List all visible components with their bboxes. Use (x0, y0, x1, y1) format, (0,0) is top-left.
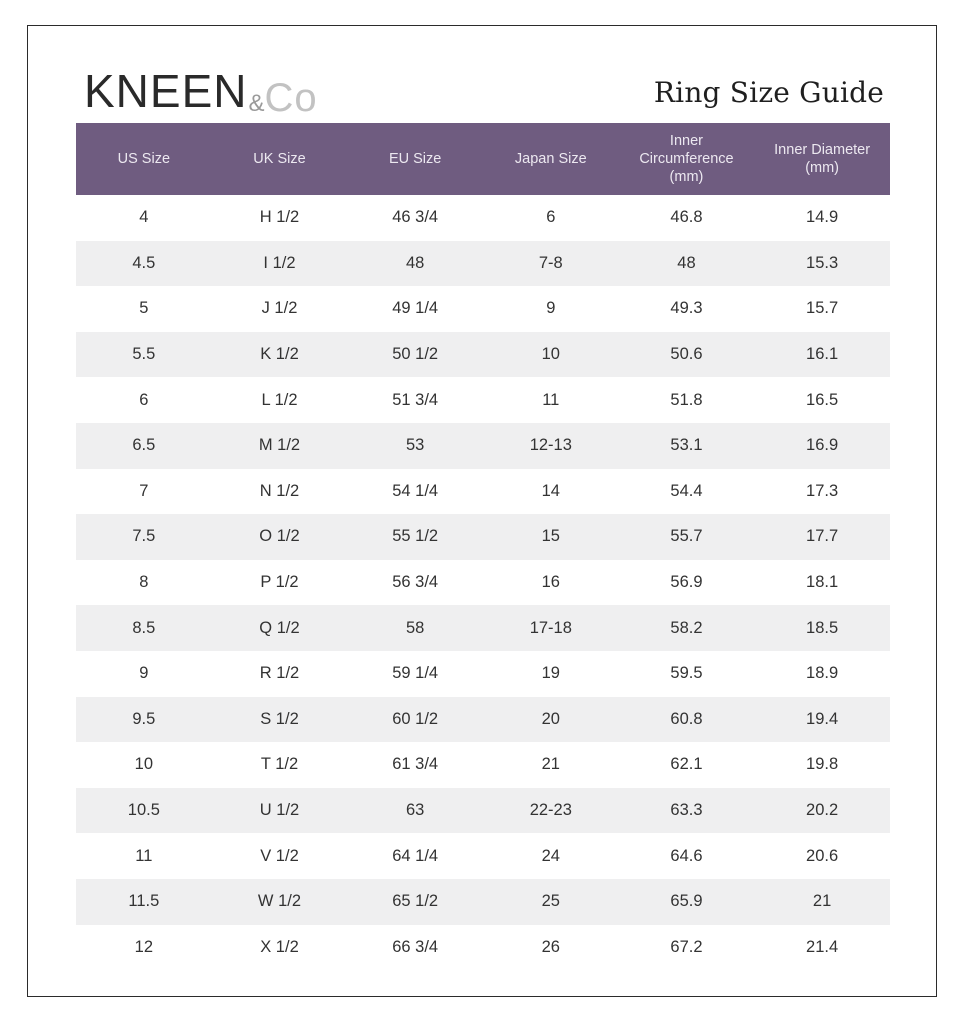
table-row (76, 560, 890, 606)
table-cell: 58.2 (670, 618, 703, 637)
table-cell: 65.9 (670, 892, 703, 911)
table-row (76, 788, 890, 834)
table-row (76, 742, 890, 788)
table-cell: 12 (134, 937, 153, 956)
table-row (76, 833, 890, 879)
table-cell: 26 (541, 937, 560, 956)
table-cell: 56 3/4 (392, 573, 439, 592)
table-cell: P 1/2 (260, 573, 299, 592)
page-title: Ring Size Guide (653, 76, 884, 109)
table-cell: 17.3 (806, 481, 839, 500)
table-cell: 11 (135, 846, 153, 865)
table-cell: 63.3 (670, 801, 703, 820)
table-cell: 15 (541, 527, 560, 546)
table-row (76, 651, 890, 697)
table-cell: 18.5 (806, 618, 839, 637)
table-cell: 10.5 (127, 801, 160, 820)
table-cell: 7.5 (132, 527, 156, 546)
table-cell: 48 (677, 253, 696, 272)
table-cell: 16.1 (806, 345, 839, 364)
table-cell: 5 (139, 299, 149, 318)
table-cell: 66 3/4 (392, 937, 439, 956)
table-cell: 6 (139, 390, 149, 409)
table-cell: 10 (541, 345, 560, 364)
table-cell: S 1/2 (260, 709, 299, 728)
table-cell: 19 (541, 664, 560, 683)
table-row (76, 514, 890, 560)
table-cell: 22-23 (529, 801, 572, 820)
table-cell: 59 1/4 (392, 664, 439, 683)
table-cell: N 1/2 (259, 481, 300, 500)
table-cell: 60 1/2 (392, 709, 439, 728)
table-cell: T 1/2 (260, 755, 299, 774)
column-header: EU Size (388, 151, 442, 167)
table-cell: 11 (542, 390, 560, 409)
table-row (76, 925, 890, 971)
table-cell: 61 3/4 (392, 755, 439, 774)
table-cell: 55.7 (670, 527, 703, 546)
table-cell: H 1/2 (259, 208, 300, 227)
table-cell: 17.7 (806, 527, 839, 546)
table-cell: K 1/2 (260, 345, 299, 364)
table-cell: 63 (405, 801, 425, 820)
table-row (76, 423, 890, 469)
table-cell: 49.3 (670, 299, 703, 318)
column-header: Inner Diameter (mm) (774, 142, 871, 176)
table-cell: 56.9 (670, 573, 703, 592)
table-cell: 21.4 (806, 937, 839, 956)
table-cell: U 1/2 (259, 801, 300, 820)
table-cell: 21 (812, 892, 832, 911)
table-row (76, 605, 890, 651)
table-cell: 50 1/2 (392, 345, 439, 364)
table-cell: 15.3 (806, 253, 839, 272)
table-cell: R 1/2 (259, 664, 300, 683)
table-cell: 24 (541, 846, 560, 865)
table-row (76, 469, 890, 515)
table-cell: 53 (405, 436, 425, 455)
table-row (76, 377, 890, 423)
table-cell: 20 (541, 709, 560, 728)
table-cell: 5.5 (132, 345, 156, 364)
table-cell: 19.4 (806, 709, 839, 728)
table-cell: Q 1/2 (259, 618, 300, 637)
table-cell: 65 1/2 (392, 892, 439, 911)
brand-ampersand: & (248, 90, 265, 117)
table-cell: 15.7 (806, 299, 839, 318)
table-cell: 54.4 (670, 481, 703, 500)
table-row (76, 286, 890, 332)
table-cell: 25 (541, 892, 560, 911)
table-cell: V 1/2 (260, 846, 299, 865)
table-cell: 14.9 (806, 208, 839, 227)
table-row (76, 241, 890, 287)
column-header: Japan Size (514, 151, 587, 167)
table-cell: L 1/2 (261, 390, 298, 409)
table-cell: 4 (139, 208, 149, 227)
table-row (76, 332, 890, 378)
table-body (76, 195, 890, 970)
brand-name: KNEEN (84, 65, 248, 117)
table-cell: W 1/2 (257, 892, 302, 911)
table-cell: 8.5 (132, 618, 156, 637)
table-cell: 16.5 (806, 390, 839, 409)
table-cell: 7 (139, 481, 149, 500)
table-cell: J 1/2 (261, 299, 298, 318)
table-row (76, 879, 890, 925)
brand-co: Co (264, 76, 318, 120)
table-cell: 67.2 (670, 937, 703, 956)
table-cell: 19.8 (806, 755, 839, 774)
column-header: US Size (117, 151, 171, 167)
table-cell: 59.5 (670, 664, 703, 683)
table-cell: 11.5 (128, 892, 160, 911)
table-cell: 18.1 (806, 573, 839, 592)
table-cell: 16.9 (806, 436, 839, 455)
table-cell: 18.9 (806, 664, 839, 683)
table-cell: 14 (541, 481, 560, 500)
table-cell: 54 1/4 (392, 481, 439, 500)
table-cell: 21 (541, 755, 560, 774)
table-cell: 16 (541, 573, 560, 592)
table-cell: 51 3/4 (392, 390, 439, 409)
table-cell: 64.6 (670, 846, 703, 865)
column-header: UK Size (253, 151, 306, 167)
table-cell: 7-8 (538, 253, 563, 272)
table-row (76, 195, 890, 241)
table-cell: O 1/2 (259, 527, 300, 546)
table-cell: 60.8 (670, 709, 703, 728)
table-cell: 20.2 (806, 801, 839, 820)
table-cell: 10 (134, 755, 153, 774)
table-cell: 12-13 (529, 436, 572, 455)
table-cell: 8 (139, 573, 149, 592)
table-cell: 50.6 (670, 345, 703, 364)
table-cell: 9 (546, 299, 556, 318)
table-cell: 46.8 (670, 208, 703, 227)
table-cell: X 1/2 (260, 937, 299, 956)
table-cell: 58 (405, 618, 425, 637)
table-cell: 6.5 (132, 436, 156, 455)
table-header (76, 123, 890, 195)
table-cell: 20.6 (806, 846, 839, 865)
table-cell: M 1/2 (258, 436, 301, 455)
table-cell: 49 1/4 (392, 299, 439, 318)
brand-logo (84, 65, 318, 120)
table-cell: 62.1 (670, 755, 703, 774)
table-cell: I 1/2 (263, 253, 296, 272)
table-row (76, 697, 890, 743)
table-cell: 48 (405, 253, 425, 272)
ring-size-table (76, 123, 890, 970)
table-cell: 55 1/2 (392, 527, 439, 546)
table-cell: 17-18 (529, 618, 572, 637)
table-cell: 53.1 (670, 436, 703, 455)
table-cell: 9 (139, 664, 149, 683)
table-cell: 46 3/4 (392, 208, 439, 227)
table-cell: 6 (546, 208, 556, 227)
column-header: Inner Circumference (mm) (639, 133, 734, 185)
table-cell: 9.5 (132, 709, 156, 728)
table-cell: 4.5 (132, 253, 156, 272)
table-cell: 64 1/4 (392, 846, 439, 865)
table-cell: 51.8 (670, 390, 703, 409)
